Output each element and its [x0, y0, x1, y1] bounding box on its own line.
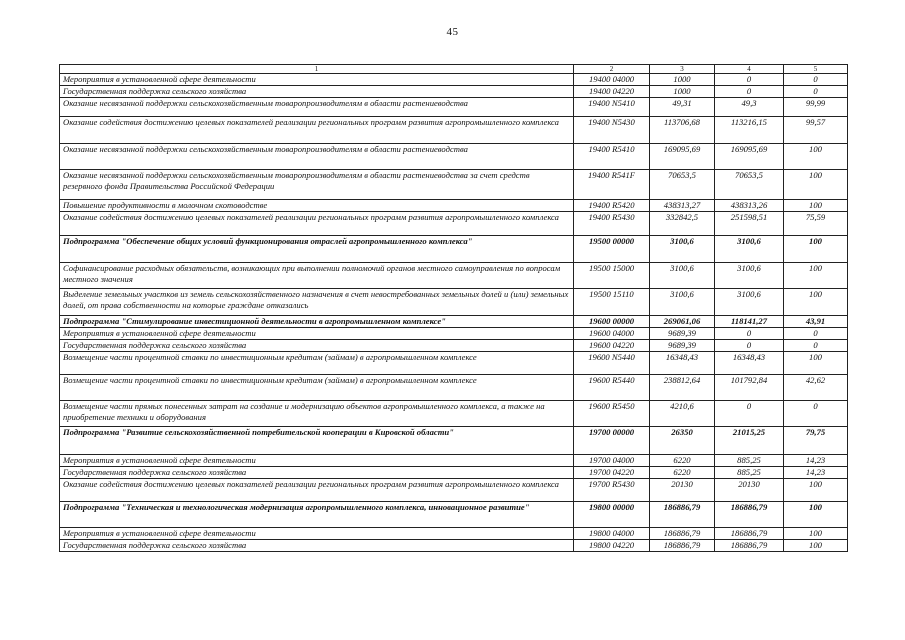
row-name-cell: Подпрограмма "Стимулирование инвестиционной деятельности в агропромышленном комплексе"	[60, 316, 574, 328]
header-col-4: 4	[715, 65, 784, 74]
header-col-3: 3	[650, 65, 715, 74]
row-planned-cell: 3100,6	[650, 289, 715, 316]
header-col-2: 2	[574, 65, 650, 74]
table-row	[60, 467, 848, 479]
row-actual-cell: 169095,69	[715, 144, 784, 170]
table-row	[60, 528, 848, 540]
row-name-cell: Оказание несвязанной поддержки сельскохозяйственным товаропроизводителям в области растениеводства за счет средств резервного фонда Правительства Российской Федерации	[60, 170, 574, 200]
table-row	[60, 86, 848, 98]
row-code-cell: 19400 N5430	[574, 117, 650, 144]
row-percent-cell: 0	[784, 328, 848, 340]
row-planned-cell: 20130	[650, 479, 715, 502]
row-name-cell: Государственная поддержка сельского хозяйства	[60, 467, 574, 479]
table-row	[60, 375, 848, 401]
row-code-cell: 19800 04220	[574, 540, 650, 552]
row-actual-cell: 16348,43	[715, 352, 784, 375]
row-name-cell: Государственная поддержка сельского хозяйства	[60, 340, 574, 352]
row-code-cell: 19500 15110	[574, 289, 650, 316]
page-number: 45	[446, 26, 459, 38]
row-planned-cell: 186886,79	[650, 540, 715, 552]
table-row	[60, 455, 848, 467]
row-code-cell: 19500 15000	[574, 263, 650, 289]
subprogram-row	[60, 502, 848, 528]
row-code-cell: 19400 R5430	[574, 212, 650, 236]
table-row	[60, 340, 848, 352]
row-code-cell: 19600 N5440	[574, 352, 650, 375]
row-actual-cell: 3100,6	[715, 263, 784, 289]
table-row	[60, 289, 848, 316]
row-planned-cell: 3100,6	[650, 236, 715, 263]
row-code-cell: 19500 00000	[574, 236, 650, 263]
row-name-cell: Оказание несвязанной поддержки сельскохозяйственным товаропроизводителям в области растениеводства	[60, 144, 574, 170]
table-row	[60, 540, 848, 552]
row-code-cell: 19400 R5420	[574, 200, 650, 212]
table-row	[60, 352, 848, 375]
row-percent-cell: 100	[784, 540, 848, 552]
row-name-cell: Мероприятия в установленной сфере деятельности	[60, 455, 574, 467]
row-name-cell: Повышение продуктивности в молочном скотоводстве	[60, 200, 574, 212]
row-percent-cell: 0	[784, 86, 848, 98]
row-percent-cell: 75,59	[784, 212, 848, 236]
table-row	[60, 479, 848, 502]
table-row	[60, 170, 848, 200]
row-name-cell: Мероприятия в установленной сфере деятельности	[60, 74, 574, 86]
row-actual-cell: 0	[715, 340, 784, 352]
row-planned-cell: 26350	[650, 427, 715, 455]
table-row	[60, 74, 848, 86]
row-code-cell: 19700 04000	[574, 455, 650, 467]
row-name-cell: Софинансирование расходных обязательств, возникающих при выполнении полномочий органов местного самоуправления по вопросам местного значения	[60, 263, 574, 289]
table-header-row	[60, 65, 848, 74]
table-row	[60, 328, 848, 340]
table-row	[60, 212, 848, 236]
row-percent-cell: 100	[784, 236, 848, 263]
row-name-cell: Подпрограмма "Техническая и технологическая модернизация агропромышленного комплекса, инновационное развитие"	[60, 502, 574, 528]
row-planned-cell: 238812,64	[650, 375, 715, 401]
row-planned-cell: 332842,5	[650, 212, 715, 236]
row-actual-cell: 186886,79	[715, 502, 784, 528]
row-code-cell: 19700 04220	[574, 467, 650, 479]
row-name-cell: Возмещение части прямых понесенных затрат на создание и модернизацию объектов агропромышленного комплекса, а также на приобретение техники и оборудования	[60, 401, 574, 427]
row-actual-cell: 885,25	[715, 455, 784, 467]
header-col-1: 1	[60, 65, 574, 74]
row-percent-cell: 99,57	[784, 117, 848, 144]
row-planned-cell: 1000	[650, 86, 715, 98]
row-code-cell: 19700 R5430	[574, 479, 650, 502]
row-percent-cell: 14,23	[784, 467, 848, 479]
row-name-cell: Оказание содействия достижению целевых показателей реализации региональных программ развития агропромышленного комплекса	[60, 117, 574, 144]
row-planned-cell: 186886,79	[650, 502, 715, 528]
row-actual-cell: 0	[715, 401, 784, 427]
row-planned-cell: 438313,27	[650, 200, 715, 212]
row-actual-cell: 186886,79	[715, 540, 784, 552]
row-actual-cell: 70653,5	[715, 170, 784, 200]
subprogram-row	[60, 316, 848, 328]
row-percent-cell: 100	[784, 528, 848, 540]
row-code-cell: 19600 R5450	[574, 401, 650, 427]
row-name-cell: Мероприятия в установленной сфере деятельности	[60, 328, 574, 340]
row-actual-cell: 0	[715, 328, 784, 340]
row-percent-cell: 43,91	[784, 316, 848, 328]
row-planned-cell: 3100,6	[650, 263, 715, 289]
row-code-cell: 19600 R5440	[574, 375, 650, 401]
subprogram-row	[60, 236, 848, 263]
row-percent-cell: 0	[784, 401, 848, 427]
row-name-cell: Оказание содействия достижению целевых показателей реализации региональных программ развития агропромышленного комплекса	[60, 212, 574, 236]
header-col-5: 5	[784, 65, 848, 74]
row-name-cell: Выделение земельных участков из земель сельскохозяйственного назначения в счет невостребованных земельных долей и (или) земельных долей, от права собственности на которые граждане отказались	[60, 289, 574, 316]
row-name-cell: Подпрограмма "Развитие сельскохозяйственной потребительской кооперации в Кировской области"	[60, 427, 574, 455]
subprogram-row	[60, 427, 848, 455]
row-planned-cell: 4210,6	[650, 401, 715, 427]
row-code-cell: 19600 04220	[574, 340, 650, 352]
table-row	[60, 144, 848, 170]
row-name-cell: Государственная поддержка сельского хозяйства	[60, 86, 574, 98]
row-planned-cell: 6220	[650, 467, 715, 479]
row-actual-cell: 118141,27	[715, 316, 784, 328]
table-row	[60, 98, 848, 117]
row-code-cell: 19600 04000	[574, 328, 650, 340]
row-actual-cell: 49,3	[715, 98, 784, 117]
row-actual-cell: 885,25	[715, 467, 784, 479]
table-row	[60, 117, 848, 144]
row-percent-cell: 100	[784, 263, 848, 289]
row-planned-cell: 169095,69	[650, 144, 715, 170]
table-row	[60, 200, 848, 212]
row-code-cell: 19700 00000	[574, 427, 650, 455]
row-planned-cell: 6220	[650, 455, 715, 467]
row-name-cell: Подпрограмма "Обеспечение общих условий функционирования отраслей агропромышленного комплекса"	[60, 236, 574, 263]
row-name-cell: Мероприятия в установленной сфере деятельности	[60, 528, 574, 540]
row-code-cell: 19800 00000	[574, 502, 650, 528]
budget-table	[59, 64, 848, 552]
table-row	[60, 263, 848, 289]
row-code-cell: 19400 R541F	[574, 170, 650, 200]
row-planned-cell: 49,31	[650, 98, 715, 117]
row-percent-cell: 14,23	[784, 455, 848, 467]
row-name-cell: Оказание содействия достижению целевых показателей реализации региональных программ развития агропромышленного комплекса	[60, 479, 574, 502]
row-actual-cell: 0	[715, 74, 784, 86]
row-percent-cell: 100	[784, 170, 848, 200]
row-actual-cell: 3100,6	[715, 236, 784, 263]
table-row	[60, 401, 848, 427]
row-name-cell: Государственная поддержка сельского хозяйства	[60, 540, 574, 552]
row-actual-cell: 113216,15	[715, 117, 784, 144]
row-actual-cell: 251598,51	[715, 212, 784, 236]
row-actual-cell: 186886,79	[715, 528, 784, 540]
row-planned-cell: 70653,5	[650, 170, 715, 200]
row-code-cell: 19400 N5410	[574, 98, 650, 117]
row-percent-cell: 100	[784, 502, 848, 528]
row-code-cell: 19400 R5410	[574, 144, 650, 170]
row-name-cell: Оказание несвязанной поддержки сельскохозяйственным товаропроизводителям в области растениеводства	[60, 98, 574, 117]
row-percent-cell: 100	[784, 200, 848, 212]
row-actual-cell: 438313,26	[715, 200, 784, 212]
row-name-cell: Возмещение части процентной ставки по инвестиционным кредитам (займам) в агропромышленном комплексе	[60, 375, 574, 401]
row-planned-cell: 1000	[650, 74, 715, 86]
row-planned-cell: 9689,39	[650, 328, 715, 340]
row-code-cell: 19400 04000	[574, 74, 650, 86]
budget-table-body	[60, 65, 848, 552]
row-planned-cell: 113706,68	[650, 117, 715, 144]
row-code-cell: 19600 00000	[574, 316, 650, 328]
row-planned-cell: 186886,79	[650, 528, 715, 540]
row-planned-cell: 16348,43	[650, 352, 715, 375]
row-planned-cell: 269061,06	[650, 316, 715, 328]
row-percent-cell: 0	[784, 74, 848, 86]
row-actual-cell: 0	[715, 86, 784, 98]
row-percent-cell: 100	[784, 144, 848, 170]
row-actual-cell: 20130	[715, 479, 784, 502]
row-percent-cell: 100	[784, 352, 848, 375]
row-percent-cell: 100	[784, 479, 848, 502]
row-percent-cell: 100	[784, 289, 848, 316]
row-percent-cell: 42,62	[784, 375, 848, 401]
row-code-cell: 19800 04000	[574, 528, 650, 540]
row-code-cell: 19400 04220	[574, 86, 650, 98]
row-percent-cell: 79,75	[784, 427, 848, 455]
row-planned-cell: 9689,39	[650, 340, 715, 352]
row-actual-cell: 3100,6	[715, 289, 784, 316]
row-name-cell: Возмещение части процентной ставки по инвестиционным кредитам (займам) в агропромышленном комплексе	[60, 352, 574, 375]
row-actual-cell: 101792,84	[715, 375, 784, 401]
row-actual-cell: 21015,25	[715, 427, 784, 455]
row-percent-cell: 99,99	[784, 98, 848, 117]
row-percent-cell: 0	[784, 340, 848, 352]
